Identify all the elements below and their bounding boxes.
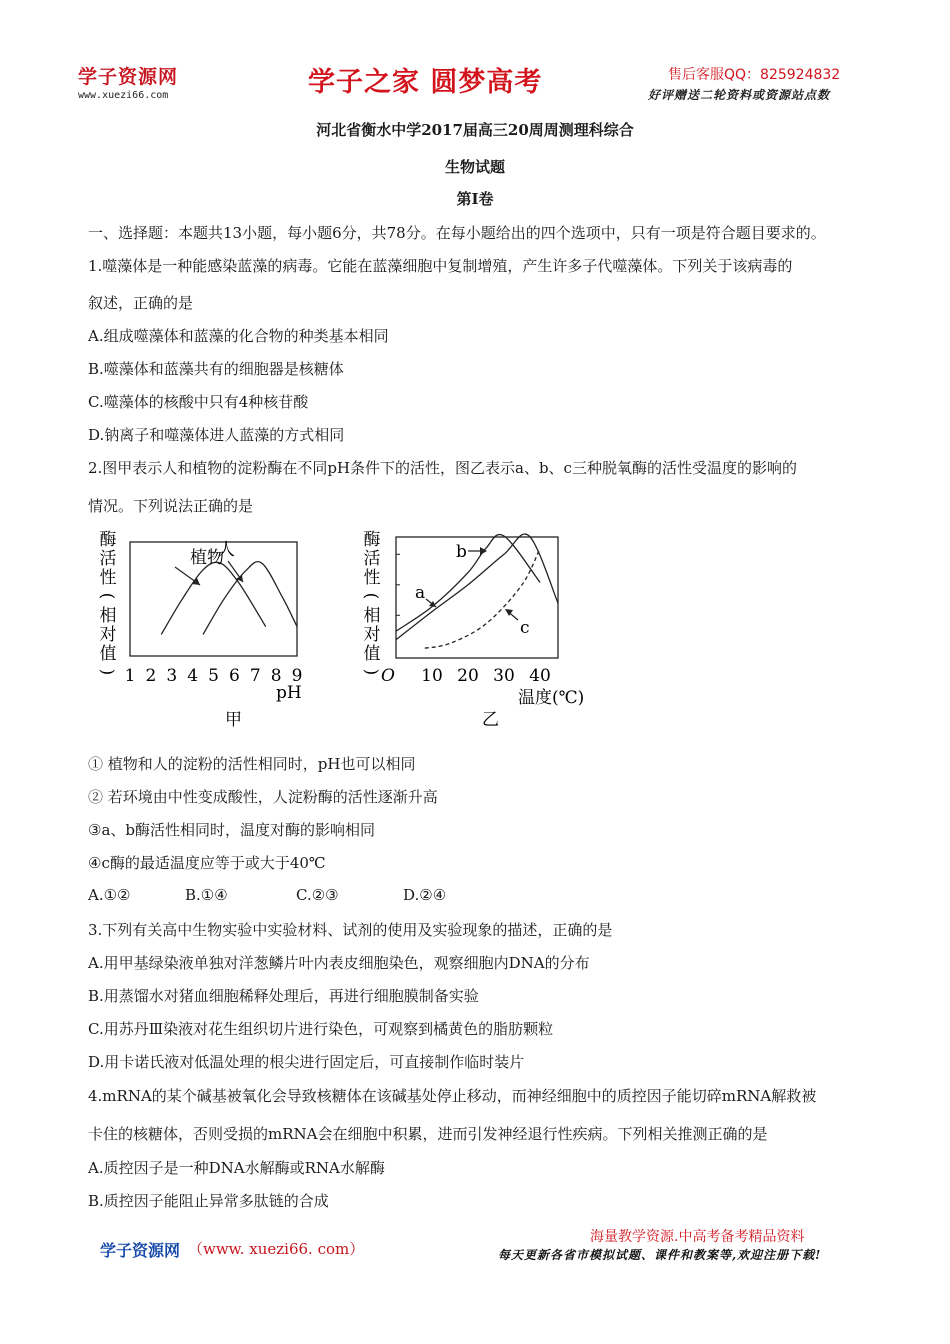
yi-tick-label: 10 [421,666,443,686]
q1-option-d: D.钠离子和噬藻体进人蓝藻的方式相同 [88,426,345,444]
y-label-char: 酶 [363,530,381,550]
chart-yi [361,530,584,730]
y-label-char: ( [97,592,117,600]
q2-option-d: D.②④ [403,886,447,904]
header-slogan: 学子之家 圆梦高考 [308,67,543,98]
jia-tick-label: 8 [270,666,282,686]
header-note: 好评赠送二轮资料或资源站点数 [648,88,831,102]
footer-tagline: 海量教学资源.中高考备考精品资料 [590,1229,805,1245]
yi-x-unit: 温度(℃) [518,688,585,708]
y-label-char: 对 [99,625,117,645]
y-label-char: 酶 [99,530,117,550]
q3-option-b: B.用蒸馏水对猪血细胞稀释处理后，再进行细胞膜制备实验 [88,987,479,1005]
enzyme-activity-figure [90,525,630,740]
q1-stem-line2: 叙述，正确的是 [88,294,194,312]
section-intro: 一、选择题：本题共13小题，每小题6分，共78分。在每小题给出的四个选项中，只有一项是符合题目要求的。 [88,224,826,242]
jia-tick-label: 1 [124,666,136,686]
logo-url: www.xuezi66.com [78,90,169,101]
jia-tick-label: 2 [145,666,157,686]
y-label-char: 相 [99,606,117,626]
y-label-char: 值 [99,644,117,664]
q3-option-c: C.用苏丹Ⅲ染液对花生组织切片进行染色，可观察到橘黄色的脂肪颗粒 [88,1020,554,1038]
jia-tick-label: 9 [291,666,303,686]
q1-option-c: C.噬藻体的核酸中只有4种核苷酸 [88,393,309,411]
q1-stem-line1: 1.噬藻体是一种能感染蓝藻的病毒。它能在蓝藻细胞中复制增殖，产生许多子代噬藻体。下列关于该病毒的 [88,257,793,275]
yi-tick-label: 40 [529,666,551,686]
yi-tick-label: 30 [493,666,515,686]
y-label-char: ( [361,592,381,600]
q3-stem: 3.下列有关高中生物实验中实验材料、试剂的使用及实验现象的描述，正确的是 [88,921,613,939]
q4-stem-line2: 卡住的核糖体，否则受损的mRNA会在细胞中积累，进而引发神经退行性疾病。下列相关推测正确的是 [88,1125,768,1143]
volume-heading: 第Ⅰ卷 [456,190,494,208]
y-label-char: 值 [363,644,381,664]
jia-tick-label: 6 [228,666,240,686]
q3-option-d: D.用卡诺氏液对低温处理的根尖进行固定后，可直接制作临时装片 [88,1053,525,1071]
q4-option-a: A.质控因子是一种DNA水解酶或RNA水解酶 [88,1159,385,1177]
y-label-char: 对 [363,625,381,645]
q2-stem-line2: 情况。下列说法正确的是 [88,497,254,515]
q1-option-a: A.组成噬藻体和蓝藻的化合物的种类基本相同 [88,327,389,345]
q2-option-c: C.②③ [296,886,339,904]
q4-option-b: B.质控因子能阻止异常多肽链的合成 [88,1192,329,1210]
y-label-char: ) [97,668,117,676]
y-label-char: 相 [363,606,381,626]
y-label-char: 活 [99,549,117,569]
yi-panel-label: 乙 [482,710,499,730]
jia-curve-plant [161,562,265,634]
jia-tick-label: 7 [249,666,261,686]
q3-option-a: A.用甲基绿染液单独对洋葱鳞片叶内表皮细胞染色，观察细胞内DNA的分布 [88,954,590,972]
jia-label-plant: 植物 [190,548,224,568]
y-label-char: 性 [99,568,117,588]
q2-statement-3: ③a、b酶活性相同时，温度对酶的影响相同 [88,821,375,839]
header-logo[interactable] [78,62,178,101]
y-label-char: ) [361,668,381,676]
jia-y-axis-label [97,530,117,675]
jia-tick-label: 4 [187,666,199,686]
header-qq: 售后客服QQ：825924832 [668,67,841,83]
q2-option-b: B.①④ [185,886,228,904]
q2-option-a: A.①② [88,886,131,904]
footer-logo[interactable]: 学子资源网 [100,1241,181,1260]
jia-x-unit: pH [276,683,302,703]
jia-curve-human [203,562,297,635]
q1-option-b: B.噬藻体和蓝藻共有的细胞器是核糖体 [88,360,344,378]
jia-tick-label: 3 [166,666,178,686]
y-label-char: 性 [363,568,381,588]
yi-label-c: c [520,618,530,638]
q2-statement-4: ④c酶的最适温度应等于或大于40℃ [88,854,326,872]
doc-title: 河北省衡水中学2017届高三20周周测理科综合 [316,121,634,139]
footer-url[interactable]: （www. xuezi66. com） [188,1240,365,1258]
yi-tick-label: 20 [457,666,479,686]
q4-stem-line1: 4.mRNA的某个碱基被氧化会导致核糖体在该碱基处停止移动，而神经细胞中的质控因子能切碎mRNA解救被 [88,1087,817,1105]
q2-stem-line1: 2.图甲表示人和植物的淀粉酶在不同pH条件下的活性，图乙表示a、b、c三种脱氧酶的活性受温度的影响的 [88,459,797,477]
yi-y-axis-label [361,530,381,675]
doc-subtitle: 生物试题 [444,158,505,176]
yi-label-a: a [415,583,426,603]
jia-tick-label: 5 [208,666,219,686]
y-label-char: 活 [363,549,381,569]
q2-statement-2: ② 若环境由中性变成酸性，人淀粉酶的活性逐渐升高 [88,788,438,806]
logo-text: 学子资源网 [78,66,179,88]
chart-jia [97,530,302,730]
jia-panel-label: 甲 [225,710,242,730]
q2-statement-1: ① 植物和人的淀粉的活性相同时，pH也可以相同 [88,755,416,773]
jia-label-human: 人 [218,540,235,560]
footer-note: 每天更新各省市模拟试题、课件和教案等,欢迎注册下载! [498,1248,822,1262]
yi-label-b: b [456,542,467,562]
yi-origin: O [381,666,395,686]
